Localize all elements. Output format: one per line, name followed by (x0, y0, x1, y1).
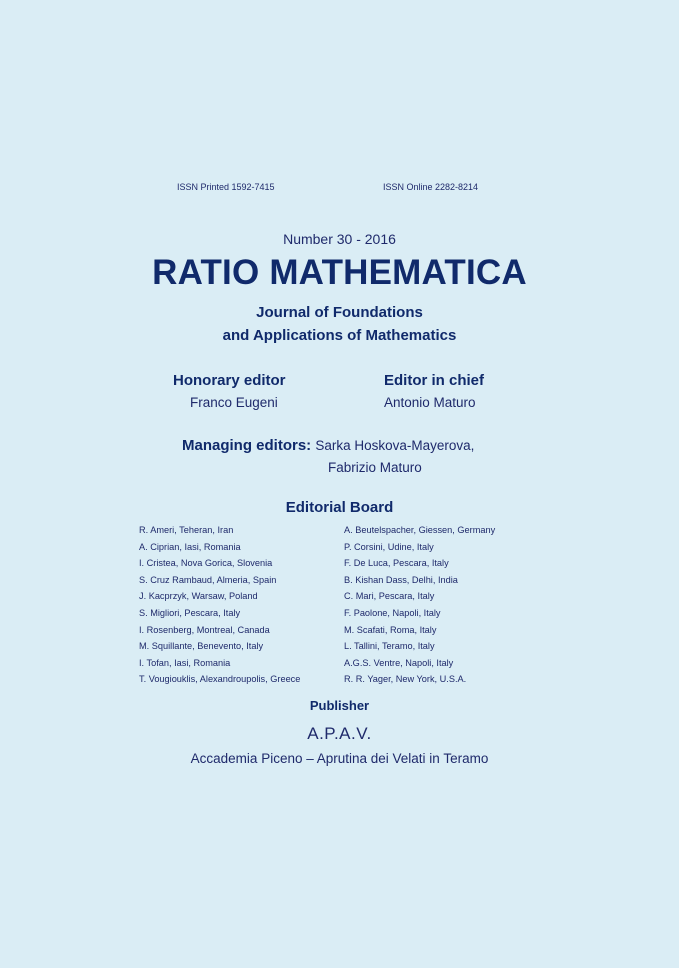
board-member: S. Cruz Rambaud, Almeria, Spain (139, 574, 277, 585)
journal-subtitle-line-2: and Applications of Mathematics (222, 327, 457, 344)
issue-number: Number 30 - 2016 (283, 231, 396, 247)
managing-editors-label: Managing editors: (182, 437, 312, 454)
honorary-editor-label: Honorary editor (173, 372, 286, 389)
managing-editors (182, 437, 474, 454)
board-member: F. Paolone, Napoli, Italy (344, 607, 441, 618)
board-member: I. Tofan, Iasi, Romania (139, 657, 231, 668)
board-member: S. Migliori, Pescara, Italy (139, 607, 241, 618)
board-member: L. Tallini, Teramo, Italy (344, 641, 435, 652)
board-member: P. Corsini, Udine, Italy (344, 541, 434, 552)
board-member: I. Rosenberg, Montreal, Canada (139, 624, 270, 635)
managing-editor-name-1: Sarka Hoskova-Mayerova, (315, 438, 475, 453)
board-member: R. R. Yager, New York, U.S.A. (344, 674, 467, 685)
editorial-board-title: Editorial Board (285, 499, 394, 516)
board-member: A. Ciprian, Iasi, Romania (139, 541, 241, 552)
publisher-label: Publisher (309, 698, 370, 713)
board-member: F. De Luca, Pescara, Italy (344, 558, 449, 569)
editorial-board-left-column (139, 522, 300, 688)
issn-online: ISSN Online 2282-8214 (383, 182, 479, 192)
publisher-full-name: Accademia Piceno – Aprutina dei Velati in Teramo (190, 751, 489, 766)
board-member: R. Ameri, Teheran, Iran (139, 525, 234, 535)
board-member: C. Mari, Pescara, Italy (344, 591, 435, 602)
board-member: A.G.S. Ventre, Napoli, Italy (344, 657, 454, 668)
issn-printed: ISSN Printed 1592-7415 (177, 182, 275, 192)
editor-in-chief-label: Editor in chief (384, 372, 485, 389)
board-member: B. Kishan Dass, Delhi, India (344, 574, 458, 585)
board-member: A. Beutelspacher, Giessen, Germany (344, 525, 496, 535)
board-member: T. Vougiouklis, Alexandroupolis, Greece (139, 674, 301, 685)
managing-editor-name-2: Fabrizio Maturo (328, 460, 422, 475)
honorary-editor-name: Franco Eugeni (190, 395, 278, 410)
publisher-short-name: A.P.A.V. (307, 724, 372, 743)
board-member: J. Kacprzyk, Warsaw, Poland (139, 591, 258, 602)
editor-in-chief-name: Antonio Maturo (384, 395, 476, 410)
journal-subtitle-line-1: Journal of Foundations (256, 304, 423, 321)
board-member: M. Squillante, Benevento, Italy (139, 641, 264, 652)
board-member: M. Scafati, Roma, Italy (344, 624, 437, 635)
editorial-board-right-column (344, 522, 495, 688)
journal-title: RATIO MATHEMATICA (152, 253, 527, 292)
board-member: I. Cristea, Nova Gorica, Slovenia (139, 558, 273, 569)
